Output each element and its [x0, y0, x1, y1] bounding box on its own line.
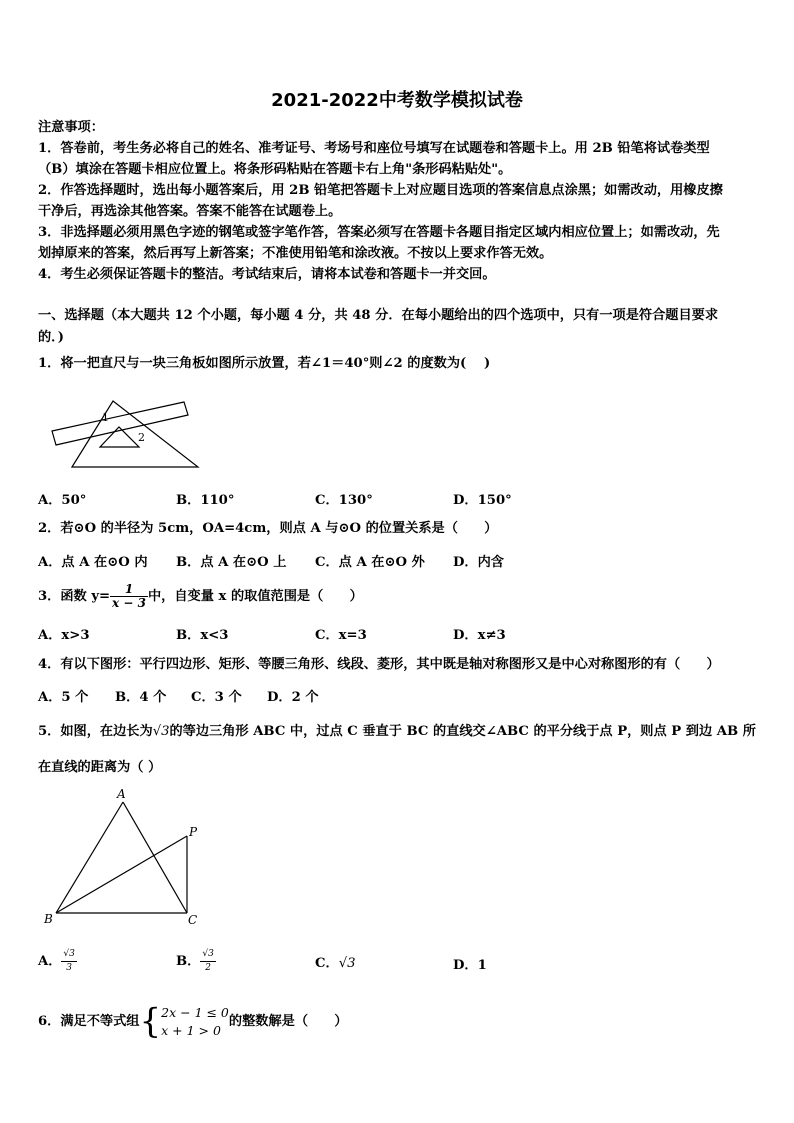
vertex-label-c: C	[188, 913, 198, 927]
q2-option-d: D．内含	[453, 555, 504, 570]
q6-suffix: 的整数解是（ ）	[228, 1014, 348, 1029]
q1-figure	[40, 385, 210, 475]
q5-option-b-numerator: √3	[200, 948, 215, 962]
vertex-label-b: B	[44, 912, 53, 926]
q3-suffix: 中，自变量 x 的取值范围是（ ）	[147, 589, 363, 604]
notice-line-2: （B）填涂在答题卡相应位置上。将条形码粘贴在答题卡右上角"条形码粘贴处"。	[38, 162, 512, 177]
q5-option-b	[176, 948, 216, 975]
q5-figure	[36, 784, 216, 930]
q3-option-d: D．x≠3	[453, 628, 506, 643]
notice-line-5: 3．非选择题必须用黑色字迹的钢笔或签字笔作答，答案必须写在答题卡各题目指定区域内相应位置上；如需改动，先	[38, 225, 720, 240]
q2-option-b: B．点 A 在⊙O 上	[176, 555, 287, 570]
angle-label-1: 1	[102, 411, 109, 424]
inequality-1: 2x − 1 ≤ 0	[161, 1004, 229, 1020]
q6-prefix: 6．满足不等式组	[38, 1014, 140, 1029]
q5-option-a-fraction	[61, 948, 76, 975]
section-heading-line-2: 的．)	[38, 330, 65, 345]
q5-option-b-fraction	[200, 948, 215, 975]
inequality-2: x + 1 > 0	[161, 1022, 221, 1038]
q1-option-a: A．50°	[38, 493, 87, 508]
q5-option-a-denominator: 3	[66, 963, 73, 973]
notice-line-4: 干净后，再选涂其他答案。答案不能答在试题卷上。	[38, 204, 342, 219]
q3-option-a: A．x>3	[38, 628, 90, 643]
side-ac	[123, 802, 187, 913]
point-label-p: P	[189, 825, 198, 839]
q4-option-b: B．4 个	[115, 690, 167, 705]
q4-option-d: D．2 个	[267, 690, 319, 705]
q3-option-c: C．x=3	[315, 628, 367, 643]
q5-option-c-value: √3	[338, 956, 356, 971]
q5-stem-line-2: 在直线的距离为（ ）	[38, 760, 162, 775]
section-heading-line-1: 一、选择题（本大题共 12 个小题，每小题 4 分，共 48 分．在每小题给出的四个选项中，只有一项是符合题目要求	[38, 308, 719, 323]
q3-fraction	[110, 583, 148, 610]
q2-option-a: A．点 A 在⊙O 内	[38, 555, 148, 570]
q1-option-c: C．130°	[315, 493, 373, 508]
q5-option-b-denominator: 2	[205, 963, 211, 973]
triangle-outer	[72, 401, 198, 467]
notice-line-6: 划掉原来的答案，然后再写上新答案；不准使用铅笔和涂改液。不按以上要求作答无效。	[38, 246, 553, 261]
notice-heading: 注意事项：	[38, 120, 104, 135]
q1-stem: 1．将一把直尺与一块三角板如图所示放置，若∠1＝40°则∠2 的度数为( )	[38, 356, 491, 371]
q5-option-a	[38, 948, 77, 975]
q3-fraction-numerator: 1	[110, 583, 148, 597]
q5-option-a-numerator: √3	[61, 948, 76, 962]
q5-option-c	[315, 952, 355, 971]
q6-stem	[38, 1000, 348, 1044]
notice-line-1: 1．答卷前，考生务必将自己的姓名、准考证号、考场号和座位号填写在试题卷和答题卡上。用 2B 铅笔将试卷类型	[38, 141, 710, 156]
ruler-shape	[52, 402, 188, 445]
notice-line-3: 2．作答选择题时，选出每小题答案后，用 2B 铅笔把答题卡上对应题目选项的答案信息点涂黑；如需改动，用橡皮擦	[38, 183, 723, 198]
angle-label-2: 2	[138, 431, 145, 444]
q5-stem-line-1	[38, 722, 756, 742]
bisector-bp	[56, 836, 187, 913]
q5-option-c-label: C．	[315, 956, 339, 971]
q4-option-a: A．5 个	[38, 690, 89, 705]
q2-option-c: C．点 A 在⊙O 外	[315, 555, 425, 570]
page-title: 2021-2022中考数学模拟试卷	[271, 90, 523, 111]
system-brace: {	[139, 1001, 162, 1042]
q2-stem: 2．若⊙O 的半径为 5cm，OA=4cm，则点 A 与⊙O 的位置关系是（ ）	[38, 521, 498, 536]
q5-option-b-label: B．	[176, 954, 201, 969]
q3-prefix: 3．函数 y=	[38, 589, 111, 604]
q3-fraction-denominator: x − 3	[112, 596, 146, 610]
q3-option-b: B．x<3	[176, 628, 229, 643]
q4-option-c: C．3 个	[191, 690, 242, 705]
q5-part-1: 5．如图，在边长为	[38, 724, 153, 739]
q1-option-d: D．150°	[453, 493, 512, 508]
vertex-label-a: A	[117, 787, 126, 801]
side-ab	[56, 802, 123, 913]
notice-line-7: 4．考生必须保证答题卡的整洁。考试结束后，请将本试卷和答题卡一并交回。	[38, 267, 496, 282]
q5-sqrt3: √3	[152, 724, 170, 739]
q1-option-b: B．110°	[176, 493, 235, 508]
q5-option-d: D．1	[453, 958, 487, 973]
inequality-system	[161, 1004, 229, 1040]
q5-part-2: 的等边三角形 ABC 中，过点 C 垂直于 BC 的直线交∠ABC 的平分线于点 P，则点 P 到边 AB 所	[169, 724, 756, 739]
q4-stem: 4．有以下图形：平行四边形、矩形、等腰三角形、线段、菱形，其中既是轴对称图形又是中心对称图形的有（ ）	[38, 657, 720, 672]
q5-option-a-label: A．	[38, 954, 62, 969]
q3-stem	[38, 580, 363, 614]
